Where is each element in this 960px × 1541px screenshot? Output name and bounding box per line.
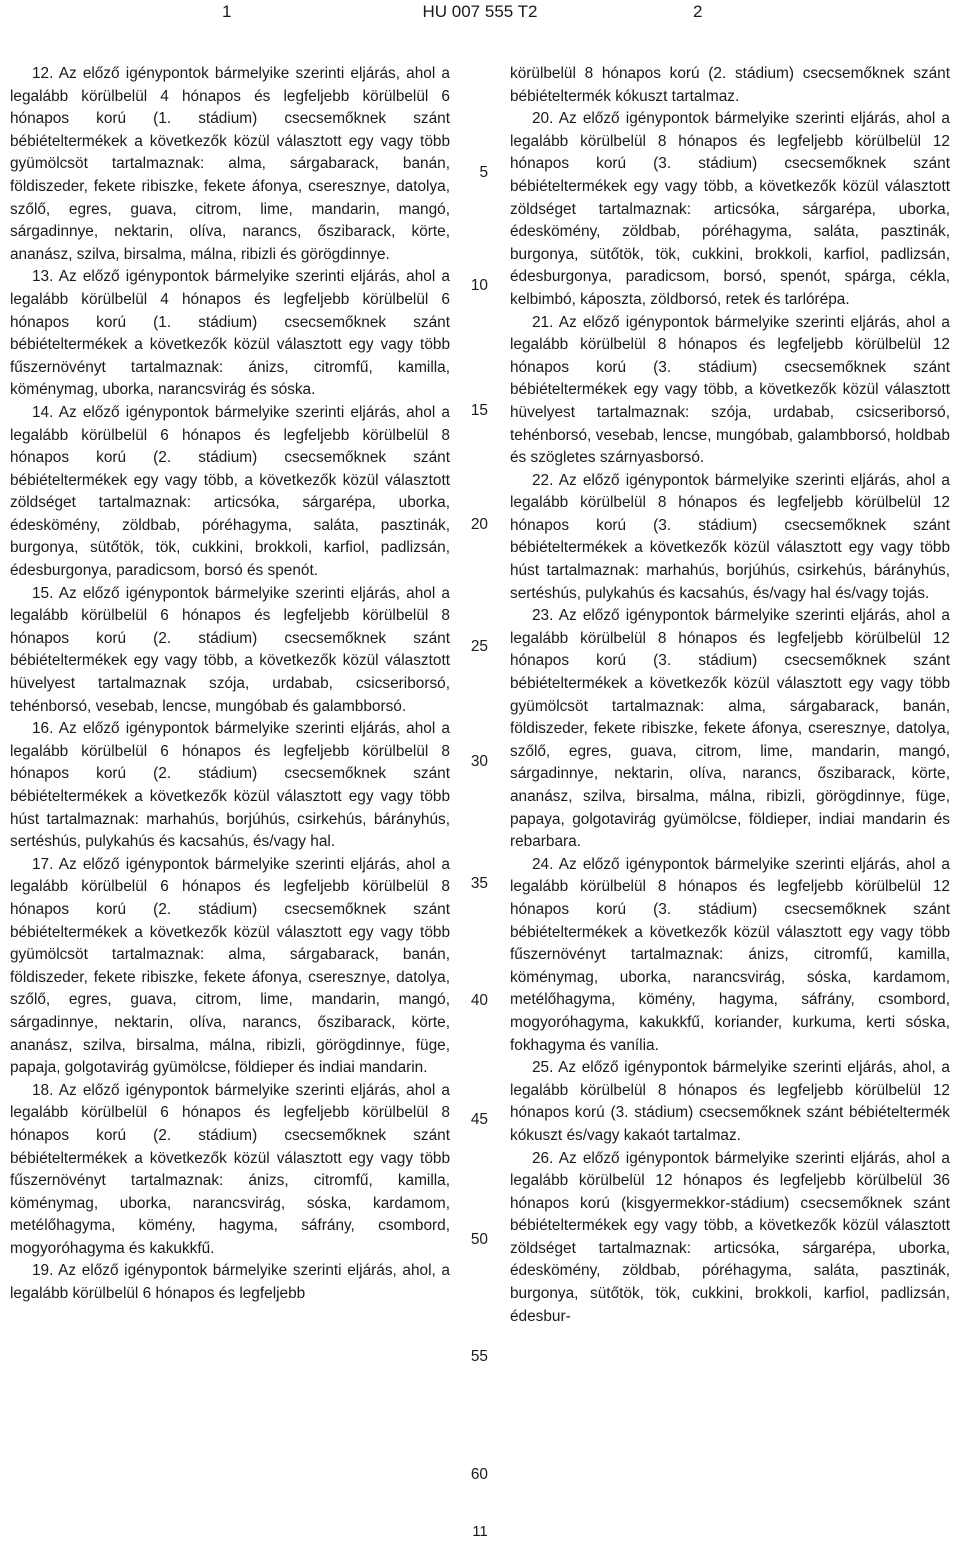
line-number: 60 [470,1466,488,1483]
line-number: 50 [470,1231,488,1248]
page-number-footer: 11 [472,1523,488,1540]
claim-19: 19. Az előző igénypontok bármelyike szerinti eljárás, ahol, a legalább körülbelül 6 hónapos és legfeljebb [10,1262,450,1303]
claim-14: 14. Az előző igénypontok bármelyike szerinti eljárás, ahol a legalább körülbelül 6 hónapos és legfeljebb körülbelül 8 hónapos korú (2. stádium) csecsemőknek szánt bébiételtermékek egy vagy több, a következők közül választott zöldséget tartalmaznak: articsóka, sárgarépa, uborka, édeskömény, zöldbab, póréhagyma, saláta, pasztinák, burgonya, sütőtök, tök, cukkini, brokkoli, karfiol, padlizsán, édesburgonya, paradicsom, borsó és spenót. [10,403,450,580]
header-page-left: 1 [222,2,232,21]
claim-21: 21. Az előző igénypontok bármelyike szerinti eljárás, ahol a legalább körülbelül 8 hónapos és legfeljebb körülbelül 12 hónapos korú (3. stádium) csecsemőknek szánt bébiételtermékek egy vagy több, a következők közül választott hüvelyest tartalmaznak: szója, urdabab, csicseriborsó, tehénborsó, vesebab, lencse, mungóbab, galambborsó, holdbab és szögletes szárnyasborsó. [510,313,950,467]
claim-17: 17. Az előző igénypontok bármelyike szerinti eljárás, ahol a legalább körülbelül 6 hónapos és legfeljebb körülbelül 8 hónapos korú (2. stádium) csecsemőknek szánt bébiételtermékek a következők közül választott egy vagy több gyümölcsöt tartalmaznak: alma, sárgabarack, banán, földiszeder, fekete ribiszke, fekete áfonya, cseresznye, datolya, szőlő, egres, guava, citrom, lime, mandarin, mangó, sárgadinnye, nektarin, olíva, narancs, őszibarack, körte, ananász, szilva, birsalma, málna, ribizli, görögdinnye, füge, papaja, golgotavirág gyümölcse, földieper és indiai mandarin. [10,855,450,1077]
claim-19-continued: körülbelül 8 hónapos korú (2. stádium) csecsemőknek szánt bébiételtermék kókuszt tartalmaz. [510,65,950,105]
right-column [510,63,950,1328]
claim-16: 16. Az előző igénypontok bármelyike szerinti eljárás, ahol a legalább körülbelül 6 hónapos és legfeljebb körülbelül 8 hónapos korú (2. stádium) csecsemőknek szánt bébiételtermékek a következők közül választott egy vagy több húst tartalmaznak: marhahús, borjúhús, csirkehús, bárányhús, sertéshús, pulykahús és kacsahús, és/vagy hal. [10,720,450,851]
claim-15: 15. Az előző igénypontok bármelyike szerinti eljárás, ahol a legalább körülbelül 6 hónapos és legfeljebb körülbelül 8 hónapos korú (2. stádium) csecsemőknek szánt bébiételtermékek egy vagy több, a következők közül választott hüvelyest tartalmaznak szója, urdabab, csicseriborsó, tehénborsó, vesebab, lencse, mungóbab és galambborsó. [10,584,450,715]
claim-20: 20. Az előző igénypontok bármelyike szerinti eljárás, ahol a legalább körülbelül 8 hónapos és legfeljebb körülbelül 12 hónapos korú (3. stádium) csecsemőknek szánt bébiételtermékek egy vagy több, a következők közül választott zöldséget tartalmaznak: articsóka, sárgarépa, uborka, édeskömény, zöldbab, póréhagyma, saláta, pasztinák, burgonya, sütőtök, tök, cukkini, brokkoli, karfiol, padlizsán, édesburgonya, paradicsom, borsó, spenót, spárga, cékla, kelbimbó, káposzta, zöldborsó, retek és tarlórépa. [510,110,950,308]
line-number: 25 [470,638,488,655]
claim-12: 12. Az előző igénypontok bármelyike szerinti eljárás, ahol a legalább körülbelül 4 hónapos és legfeljebb körülbelül 6 hónapos korú (1. stádium) csecsemőknek szánt bébiételtermékek a következők közül választott egy vagy több gyümölcsöt tartalmaznak: alma, sárgabarack, banán, földiszeder, fekete ribiszke, fekete áfonya, cseresznye, datolya, szőlő, egres, guava, citrom, lime, mandarin, mangó, sárgadinnye, nektarin, olíva, narancs, őszibarack, körte, ananász, szilva, birsalma, málna, ribizli és görögdinnye. [10,65,450,263]
line-number: 35 [470,875,488,892]
claim-13: 13. Az előző igénypontok bármelyike szerinti eljárás, ahol a legalább körülbelül 4 hónapos és legfeljebb körülbelül 6 hónapos korú (1. stádium) csecsemőknek szánt bébiételtermékek a következők közül választott egy vagy több fűszernövényt tartalmaznak: ánizs, citromfű, kamilla, köménymag, uborka, narancsvirág és sóska. [10,268,450,399]
claim-22: 22. Az előző igénypontok bármelyike szerinti eljárás, ahol a legalább körülbelül 8 hónapos és legfeljebb körülbelül 12 hónapos korú (3. stádium) csecsemőknek szánt bébiételtermékek a következők közül választott egy vagy több húst tartalmaznak: marhahús, borjúhús, csirkehús, bárányhús, sertéshús, pulykahús és kacsahús, és/vagy hal és/vagy tojás. [510,471,950,602]
left-column [10,63,450,1306]
line-number: 40 [470,992,488,1009]
claim-18: 18. Az előző igénypontok bármelyike szerinti eljárás, ahol a legalább körülbelül 6 hónapos és legfeljebb körülbelül 8 hónapos korú (2. stádium) csecsemőknek szánt bébiételtermékek a következők közül választott egy vagy több fűszernövényt tartalmaznak: ánizs, citromfű, kamilla, köménymag, uborka, narancsvirág, sóska, kardamom, metélőhagyma, kömény, hagyma, sáfrány, csombord, mogyoróhagyma és kakukkfű. [10,1081,450,1257]
claim-25: 25. Az előző igénypontok bármelyike szerinti eljárás, ahol, a legalább körülbelül 8 hónapos és legfeljebb körülbelül 12 hónapos korú (3. stádium) csecsemőknek szánt bébiételtermék kókuszt és/vagy kakaót tartalmaz. [510,1059,950,1144]
line-number: 15 [470,402,488,419]
line-number: 10 [470,277,488,294]
line-number: 45 [470,1111,488,1128]
claim-23: 23. Az előző igénypontok bármelyike szerinti eljárás, ahol a legalább körülbelül 8 hónapos és legfeljebb körülbelül 12 hónapos korú (3. stádium) csecsemőknek szánt bébiételtermékek a következők közül választott egy vagy több gyümölcsöt tartalmaznak: alma, sárgabarack, banán, földiszeder, fekete ribiszke, fekete áfonya, cseresznye, datolya, szőlő, egres, guava, citrom, lime, mandarin, mangó, sárgadinnye, nektarin, olíva, narancs, őszibarack, körte, ananász, szilva, birsalma, málna, ribizli, görögdinnye, füge, papaya, golgotavirág gyümölcse, földieper, indiai mandarin és rebarbara. [510,607,950,851]
header-page-right: 2 [693,2,703,21]
line-number: 20 [470,516,488,533]
header-doc-id: HU 007 555 T2 [422,2,538,21]
claim-24: 24. Az előző igénypontok bármelyike szerinti eljárás, ahol a legalább körülbelül 8 hónapos és legfeljebb körülbelül 12 hónapos korú (3. stádium) csecsemőknek szánt bébiételtermékek a következők közül választott egy vagy több fűszernövényt tartalmaznak: ánizs, citromfű, kamilla, köménymag, uborka, narancsvirág, sóska, kardamom, metélőhagyma, kömény, hagyma, sáfrány, csombord, mogyoróhagyma, kakukkfű, koriander, kurkuma, kerti sóska, fokhagyma és vanília. [510,855,950,1054]
line-number: 5 [479,164,488,181]
line-number: 30 [470,753,488,770]
line-number: 55 [470,1348,488,1365]
claim-26: 26. Az előző igénypontok bármelyike szerinti eljárás, ahol a legalább körülbelül 12 hónapos és legfeljebb körülbelül 36 hónapos korú (kisgyermekkor-stádium) csecsemőknek szánt bébiételtermékek egy vagy több, a következők közül választott zöldséget tartalmaznak: articsóka, sárgarépa, uborka, édeskömény, zöldbab, póréhagyma, saláta, pasztinák, burgonya, sütőtök, tök, cukkini, brokkoli, karfiol, padlizsán, édesbur- [510,1149,950,1325]
